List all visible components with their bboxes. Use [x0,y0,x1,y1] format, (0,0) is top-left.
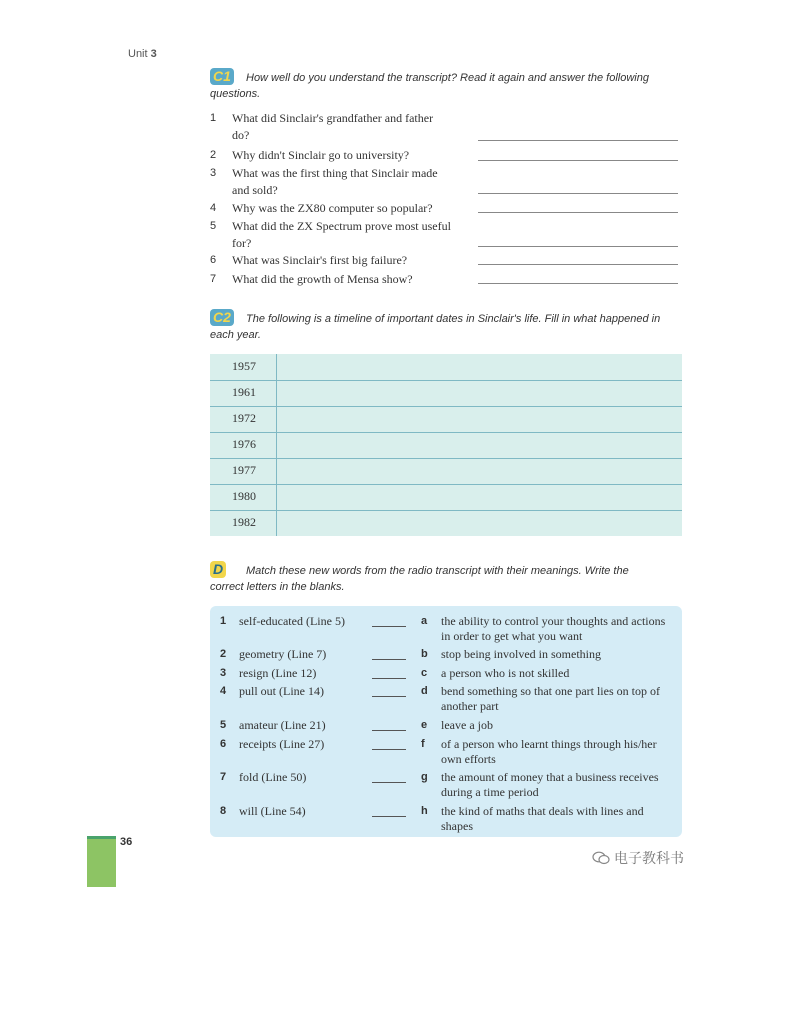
word: receipts (Line 27) [239,737,325,751]
d-instruction-line1: Match these new words from the radio transcript with their meanings. Write the [246,565,629,577]
timeline-year: 1977 [232,463,256,477]
word: amateur (Line 21) [239,718,326,732]
meaning-text: the kind of maths that deals with lines and shapes [441,804,644,833]
word: pull out (Line 14) [239,684,324,698]
meaning-letter: a [421,615,428,627]
question-number: 4 [210,202,217,214]
timeline-row[interactable] [210,380,682,407]
answer-line[interactable] [478,193,678,194]
meaning-letter: e [421,719,428,731]
c1-instruction-line1: How well do you understand the transcript? Read it again and answer the following [246,72,649,84]
word: geometry (Line 7) [239,647,327,661]
question-number: 1 [210,112,217,124]
word-number: 1 [220,615,227,627]
question-number: 5 [210,220,217,232]
question-number: 2 [210,149,217,161]
question-text: Why didn't Sinclair go to university? [232,148,410,162]
timeline-year: 1980 [232,489,256,503]
watermark-text: 电子教科书 [614,851,684,867]
question-text: Why was the ZX80 computer so popular? [232,201,433,215]
timeline-row[interactable] [210,484,682,511]
wechat-icon [592,851,610,865]
word-number: 5 [220,719,227,731]
meaning-letter: b [421,648,428,660]
answer-line[interactable] [478,140,678,141]
question-text: What did the growth of Mensa show? [232,272,413,286]
word-number: 2 [220,648,227,660]
meaning-text: the amount of money that a business receives during a time period [441,770,659,799]
meaning-text: stop being involved in something [441,647,601,661]
word-number: 3 [220,667,227,679]
c2-instruction-line1: The following is a timeline of important dates in Sinclair's life. Fill in what happened in [246,313,661,325]
page-number: 36 [120,836,133,848]
timeline-row[interactable] [210,432,682,459]
timeline-row[interactable] [210,354,682,381]
watermark [592,848,684,868]
timeline-year: 1982 [232,515,256,529]
question-text: What was Sinclair's first big failure? [232,253,408,267]
answer-blank[interactable] [372,749,406,750]
timeline-year: 1976 [232,437,256,451]
word: will (Line 54) [239,804,306,818]
timeline-year: 1961 [232,385,256,399]
answer-line[interactable] [478,283,678,284]
answer-blank[interactable] [372,678,406,679]
unit-header: Unit 3 [128,48,157,60]
meaning-letter: d [421,685,428,697]
answer-blank[interactable] [372,696,406,697]
answer-line[interactable] [478,264,678,265]
timeline-row[interactable] [210,406,682,433]
word: self-educated (Line 5) [239,614,345,628]
meaning-letter: f [421,738,425,750]
word: fold (Line 50) [239,770,307,784]
page-color-tab [87,836,116,887]
section-c2-badge: C2 [210,309,234,326]
question-text: What did Sinclair's grandfather and father do? [232,111,434,142]
timeline-year: 1957 [232,359,256,373]
meaning-text: bend something so that one part lies on top of another part [441,684,660,713]
answer-blank[interactable] [372,659,406,660]
word-number: 8 [220,805,227,817]
question-number: 6 [210,254,217,266]
question-number: 7 [210,273,217,285]
meaning-text: a person who is not skilled [441,666,570,680]
timeline-row[interactable] [210,458,682,485]
section-d-badge: D [210,561,226,578]
meaning-text: of a person who learnt things through his/her own efforts [441,737,657,766]
timeline-year: 1972 [232,411,256,425]
matching-box [210,606,682,837]
answer-blank[interactable] [372,782,406,783]
question-number: 3 [210,167,217,179]
answer-blank[interactable] [372,626,406,627]
section-c1-badge: C1 [210,68,234,85]
meaning-letter: g [421,771,428,783]
answer-line[interactable] [478,246,678,247]
timeline-table [210,354,682,536]
c1-instruction-line2: questions. [210,88,261,100]
meaning-letter: c [421,667,428,679]
meaning-text: leave a job [441,718,493,732]
answer-line[interactable] [478,160,678,161]
word: resign (Line 12) [239,666,317,680]
word-number: 4 [220,685,227,697]
meaning-text: the ability to control your thoughts and actions in order to get what you want [441,614,666,643]
word-number: 6 [220,738,227,750]
timeline-row[interactable] [210,510,682,536]
answer-blank[interactable] [372,730,406,731]
d-instruction-line2: correct letters in the blanks. [210,581,345,593]
answer-line[interactable] [478,212,678,213]
meaning-letter: h [421,805,428,817]
answer-blank[interactable] [372,816,406,817]
question-text: What was the first thing that Sinclair made and sold? [232,166,438,197]
c2-instruction-line2: each year. [210,329,261,341]
word-number: 7 [220,771,227,783]
question-text: What did the ZX Spectrum prove most useful for? [232,219,451,250]
